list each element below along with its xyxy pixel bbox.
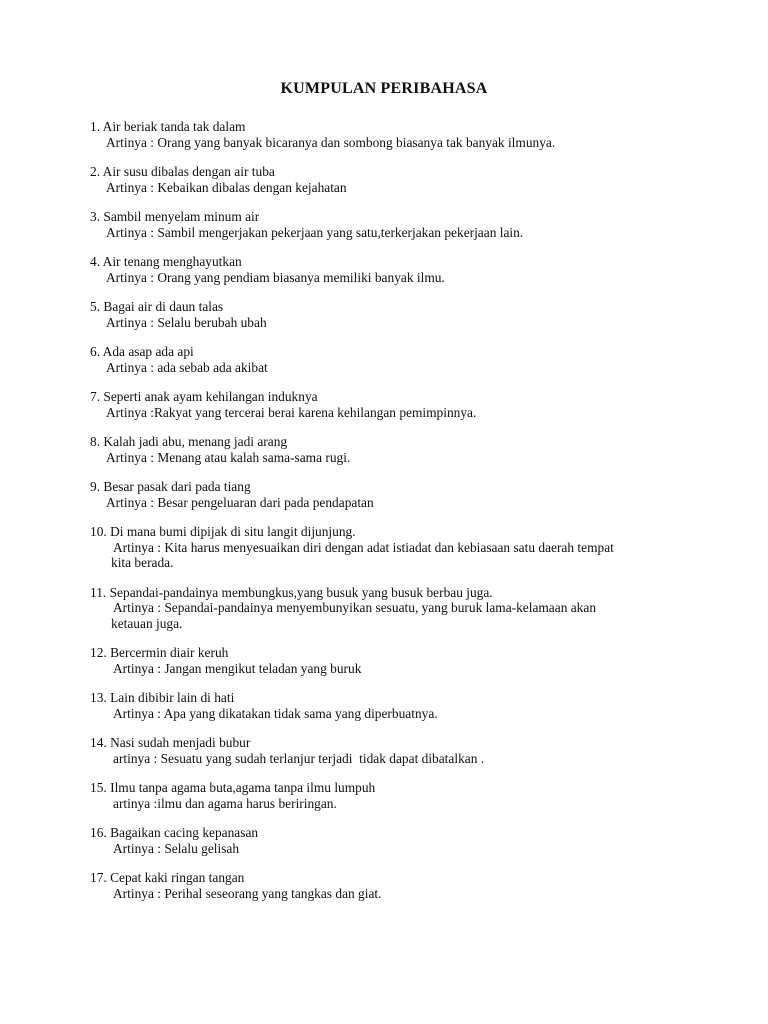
- meaning-text: Artinya : Orang yang banyak bicaranya dan sombong biasanya tak banyak ilmunya.: [106, 134, 556, 150]
- item-number: 1.: [90, 119, 101, 134]
- proverb-text: Cepat kaki ringan tangan: [110, 870, 245, 885]
- list-item: [90, 164, 690, 195]
- proverb-text: Air tenang menghayutkan: [102, 254, 242, 269]
- proverb-text: Bagaikan cacing kepanasan: [110, 825, 259, 840]
- meaning-text: artinya : Sesuatu yang sudah terlanjur terjadi tidak dapat dibatalkan .: [113, 750, 485, 766]
- list-item: [90, 524, 690, 571]
- proverb-text: Sepandai-pandainya membungkus,yang busuk yang busuk berbau juga.: [109, 584, 493, 600]
- meaning-text: Artinya : Besar pengeluaran dari pada pendapatan: [106, 494, 374, 510]
- proverb-text: Sambil menyelam minum air: [103, 209, 260, 224]
- list-item: [90, 690, 690, 721]
- proverb-list: [90, 119, 690, 915]
- proverb-text: Ilmu tanpa agama buta,agama tanpa ilmu lumpuh: [110, 780, 376, 795]
- meaning-text: Artinya : Perihal seseorang yang tangkas dan giat.: [113, 885, 382, 901]
- list-item: [90, 299, 690, 330]
- item-number: 14.: [90, 735, 107, 750]
- meaning-text: Artinya : Orang yang pendiam biasanya memiliki banyak ilmu.: [106, 269, 445, 285]
- list-item: [90, 479, 690, 510]
- proverb-text: Seperti anak ayam kehilangan induknya: [103, 389, 318, 404]
- list-item: [90, 389, 690, 420]
- item-number: 16.: [90, 825, 107, 840]
- proverb-text: Besar pasak dari pada tiang: [103, 479, 251, 494]
- meaning-text: artinya :ilmu dan agama harus beriringan.: [113, 795, 337, 811]
- list-item: [90, 344, 690, 375]
- meaning-text: Artinya : Sambil mengerjakan pekerjaan yang satu,terkerjakan pekerjaan lain.: [106, 224, 524, 240]
- meaning-text: Artinya : Jangan mengikut teladan yang buruk: [113, 660, 362, 676]
- proverb-text: Air susu dibalas dengan air tuba: [102, 164, 275, 179]
- meaning-text: Artinya : Kebaikan dibalas dengan kejahatan: [106, 179, 347, 195]
- proverb-text: Nasi sudah menjadi bubur: [110, 735, 251, 750]
- meaning-text: Artinya : Selalu gelisah: [113, 840, 240, 856]
- list-item: [90, 780, 690, 811]
- list-item: [90, 434, 690, 465]
- meaning-text: Artinya : Menang atau kalah sama-sama rugi.: [106, 449, 351, 465]
- meaning-text: Artinya :Rakyat yang tercerai berai karena kehilangan pemimpinnya.: [106, 404, 477, 420]
- proverb-text: Kalah jadi abu, menang jadi arang: [103, 434, 288, 449]
- proverb-text: Air beriak tanda tak dalam: [102, 119, 246, 134]
- list-item: [90, 870, 690, 901]
- item-number: 17.: [90, 870, 107, 885]
- proverb-text: Bercermin diair keruh: [110, 645, 229, 660]
- item-number: 9.: [90, 479, 101, 494]
- page-title: KUMPULAN PERIBAHASA: [280, 80, 488, 97]
- list-item: [90, 119, 690, 150]
- item-number: 6.: [90, 344, 101, 359]
- list-item: [90, 209, 690, 240]
- item-number: 13.: [90, 690, 107, 705]
- proverb-text: Lain dibibir lain di hati: [110, 690, 235, 705]
- meaning-text-continued: kita berada.: [111, 555, 174, 570]
- proverb-text: Ada asap ada api: [102, 344, 194, 359]
- item-number: 15.: [90, 780, 107, 795]
- proverb-text: Di mana bumi dipijak di situ langit dijunjung.: [110, 524, 356, 539]
- item-number: 10.: [90, 524, 107, 539]
- proverb-text: Bagai air di daun talas: [103, 299, 224, 314]
- item-number: 12.: [90, 645, 107, 660]
- meaning-text: Artinya : Apa yang dikatakan tidak sama yang diperbuatnya.: [113, 705, 438, 721]
- item-number: 11.: [90, 584, 107, 600]
- list-item: [90, 585, 690, 632]
- list-item: [90, 254, 690, 285]
- item-number: 2.: [90, 164, 101, 179]
- meaning-text: Artinya : ada sebab ada akibat: [106, 359, 268, 375]
- item-number: 7.: [90, 389, 101, 404]
- item-number: 5.: [90, 299, 101, 314]
- meaning-text-continued: ketauan juga.: [111, 615, 183, 631]
- item-number: 3.: [90, 209, 101, 224]
- meaning-text: Artinya : Kita harus menyesuaikan diri dengan adat istiadat dan kebiasaan satu daerah tempat: [113, 539, 614, 555]
- list-item: [90, 825, 690, 856]
- meaning-text: Artinya : Sepandai-pandainya menyembunyikan sesuatu, yang buruk lama-kelamaan akan: [113, 600, 597, 615]
- item-number: 8.: [90, 434, 101, 449]
- list-item: [90, 735, 690, 766]
- meaning-text: Artinya : Selalu berubah ubah: [106, 314, 267, 330]
- item-number: 4.: [90, 254, 101, 269]
- list-item: [90, 645, 690, 676]
